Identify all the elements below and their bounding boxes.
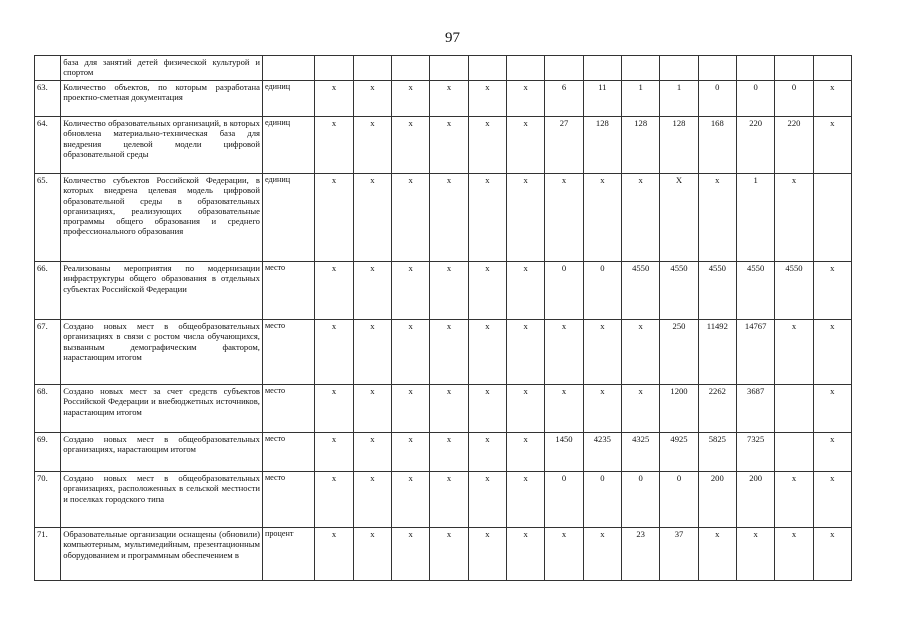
value-cell: х	[545, 528, 583, 581]
value-cell: 0	[736, 81, 774, 117]
value-cell: х	[392, 262, 430, 320]
value-cell: х	[392, 433, 430, 472]
value-cell: х	[583, 528, 621, 581]
value-cell: 23	[622, 528, 660, 581]
value-cell: х	[468, 174, 506, 262]
value-cell: х	[622, 320, 660, 385]
value-cell: 0	[622, 472, 660, 528]
indicator-description: Образовательные организации оснащены (обновили) компьютерным, мультимедийным, презентационным оборудованием и программным обеспечением в	[61, 528, 263, 581]
value-cell: 4325	[622, 433, 660, 472]
value-cell	[775, 385, 813, 433]
value-cell: х	[353, 433, 391, 472]
value-cell: 2262	[698, 385, 736, 433]
unit-of-measure: единиц	[262, 81, 314, 117]
value-cell: х	[775, 174, 813, 262]
value-cell: 0	[583, 262, 621, 320]
table-row	[35, 174, 852, 262]
value-cell: 27	[545, 117, 583, 174]
value-cell: 0	[660, 472, 698, 528]
value-cell: х	[430, 433, 468, 472]
value-cell: х	[468, 81, 506, 117]
value-cell: 0	[583, 472, 621, 528]
value-cell: х	[315, 433, 353, 472]
value-cell: х	[468, 117, 506, 174]
value-cell: 14767	[736, 320, 774, 385]
value-cell: х	[430, 320, 468, 385]
unit-of-measure: место	[262, 472, 314, 528]
row-number: 70.	[35, 472, 61, 528]
indicator-description: база для занятий детей физической культурой и спортом	[61, 56, 263, 81]
value-cell: 128	[622, 117, 660, 174]
value-cell: 1	[736, 174, 774, 262]
indicator-table	[34, 55, 852, 581]
value-cell: 11492	[698, 320, 736, 385]
value-cell: х	[545, 385, 583, 433]
value-cell: 0	[545, 262, 583, 320]
value-cell: 128	[660, 117, 698, 174]
unit-of-measure: место	[262, 262, 314, 320]
value-cell: 168	[698, 117, 736, 174]
table-row	[35, 433, 852, 472]
page-number: 97	[445, 30, 460, 46]
value-cell	[813, 174, 851, 262]
value-cell: х	[315, 117, 353, 174]
value-cell: х	[468, 472, 506, 528]
row-number: 64.	[35, 117, 61, 174]
value-cell: х	[507, 320, 545, 385]
value-cell: 250	[660, 320, 698, 385]
value-cell: х	[392, 385, 430, 433]
value-cell: х	[813, 385, 851, 433]
value-cell: х	[392, 81, 430, 117]
value-cell: х	[545, 320, 583, 385]
row-number: 66.	[35, 262, 61, 320]
value-cell	[545, 56, 583, 81]
value-cell: х	[468, 433, 506, 472]
value-cell: х	[430, 472, 468, 528]
value-cell: 4550	[622, 262, 660, 320]
value-cell	[813, 56, 851, 81]
value-cell: х	[622, 174, 660, 262]
value-cell	[698, 56, 736, 81]
value-cell	[736, 56, 774, 81]
value-cell	[583, 56, 621, 81]
value-cell: х	[545, 174, 583, 262]
value-cell: х	[775, 472, 813, 528]
value-cell: х	[813, 262, 851, 320]
value-cell: 0	[698, 81, 736, 117]
value-cell: х	[430, 174, 468, 262]
unit-of-measure: место	[262, 433, 314, 472]
value-cell: х	[353, 528, 391, 581]
value-cell	[775, 56, 813, 81]
indicator-description: Количество объектов, по которым разработана проектно-сметная документация	[61, 81, 263, 117]
table-body	[35, 56, 852, 581]
value-cell: х	[698, 174, 736, 262]
value-cell: х	[353, 320, 391, 385]
value-cell	[775, 433, 813, 472]
value-cell: х	[430, 528, 468, 581]
value-cell: х	[507, 385, 545, 433]
value-cell	[430, 56, 468, 81]
value-cell: х	[813, 81, 851, 117]
value-cell: х	[392, 528, 430, 581]
indicator-description: Количество субъектов Российской Федерации, в которых внедрена целевая модель цифровой образовательной среды в образовательных организациях, реализующих образовательные программы общего образования и среднего профессионального образования	[61, 174, 263, 262]
value-cell: х	[813, 320, 851, 385]
value-cell: х	[315, 262, 353, 320]
value-cell	[622, 56, 660, 81]
value-cell: х	[430, 117, 468, 174]
table-row	[35, 117, 852, 174]
row-number: 65.	[35, 174, 61, 262]
value-cell: 37	[660, 528, 698, 581]
value-cell: х	[583, 385, 621, 433]
value-cell: х	[353, 117, 391, 174]
row-number: 68.	[35, 385, 61, 433]
value-cell: 11	[583, 81, 621, 117]
value-cell: 1	[622, 81, 660, 117]
value-cell: 200	[736, 472, 774, 528]
value-cell: х	[813, 528, 851, 581]
table-row	[35, 56, 852, 81]
indicator-description: Реализованы мероприятия по модернизации инфраструктуры общего образования в отдельных субъектах Российской Федерации	[61, 262, 263, 320]
value-cell: х	[507, 433, 545, 472]
value-cell: х	[315, 385, 353, 433]
table-row	[35, 472, 852, 528]
value-cell: 0	[545, 472, 583, 528]
value-cell: х	[813, 117, 851, 174]
value-cell: х	[468, 385, 506, 433]
value-cell	[315, 56, 353, 81]
value-cell: х	[392, 472, 430, 528]
table-row	[35, 262, 852, 320]
unit-of-measure: процент	[262, 528, 314, 581]
value-cell: 4925	[660, 433, 698, 472]
value-cell	[468, 56, 506, 81]
value-cell: х	[315, 81, 353, 117]
value-cell: х	[622, 385, 660, 433]
value-cell: х	[736, 528, 774, 581]
value-cell: 1200	[660, 385, 698, 433]
value-cell: х	[507, 174, 545, 262]
value-cell	[392, 56, 430, 81]
value-cell: 1	[660, 81, 698, 117]
value-cell: 1450	[545, 433, 583, 472]
value-cell: 4550	[775, 262, 813, 320]
unit-of-measure: место	[262, 385, 314, 433]
value-cell: 4550	[698, 262, 736, 320]
value-cell: х	[392, 117, 430, 174]
value-cell: х	[315, 472, 353, 528]
value-cell: 220	[775, 117, 813, 174]
value-cell	[660, 56, 698, 81]
value-cell: х	[507, 117, 545, 174]
value-cell: 5825	[698, 433, 736, 472]
indicator-description: Создано новых мест в общеобразовательных организациях в связи с ростом числа обучающихся, вызванным демографическим фактором, нарастающим итогом	[61, 320, 263, 385]
row-number: 63.	[35, 81, 61, 117]
value-cell: х	[507, 262, 545, 320]
value-cell: 200	[698, 472, 736, 528]
value-cell: 4550	[736, 262, 774, 320]
value-cell: 4235	[583, 433, 621, 472]
value-cell: х	[775, 320, 813, 385]
value-cell: х	[315, 174, 353, 262]
value-cell: х	[775, 528, 813, 581]
value-cell: х	[507, 528, 545, 581]
value-cell: 7325	[736, 433, 774, 472]
value-cell	[507, 56, 545, 81]
value-cell: х	[392, 174, 430, 262]
value-cell: 6	[545, 81, 583, 117]
row-number	[35, 56, 61, 81]
indicator-description: Количество образовательных организаций, в которых обновлена материально-техническая база для внедрения целевой модели цифровой образовательной среды	[61, 117, 263, 174]
value-cell: х	[353, 174, 391, 262]
value-cell: х	[468, 320, 506, 385]
indicator-description: Создано новых мест в общеобразовательных организациях, нарастающим итогом	[61, 433, 263, 472]
indicator-description: Создано новых мест за счет средств субъектов Российской Федерации и внебюджетных источников, нарастающим итогом	[61, 385, 263, 433]
value-cell: х	[468, 528, 506, 581]
value-cell: 0	[775, 81, 813, 117]
value-cell: х	[468, 262, 506, 320]
row-number: 67.	[35, 320, 61, 385]
value-cell: х	[315, 320, 353, 385]
value-cell: х	[392, 320, 430, 385]
value-cell: х	[430, 385, 468, 433]
value-cell: х	[353, 472, 391, 528]
unit-of-measure: место	[262, 320, 314, 385]
value-cell: х	[583, 174, 621, 262]
value-cell	[353, 56, 391, 81]
value-cell: 128	[583, 117, 621, 174]
unit-of-measure	[262, 56, 314, 81]
value-cell: 220	[736, 117, 774, 174]
indicator-description: Создано новых мест в общеобразовательных организациях, расположенных в сельской местности и поселках городского типа	[61, 472, 263, 528]
unit-of-measure: единиц	[262, 174, 314, 262]
row-number: 69.	[35, 433, 61, 472]
table-row	[35, 385, 852, 433]
value-cell: х	[353, 81, 391, 117]
value-cell: х	[430, 81, 468, 117]
value-cell: х	[813, 472, 851, 528]
value-cell: х	[315, 528, 353, 581]
value-cell: Х	[660, 174, 698, 262]
value-cell: х	[353, 385, 391, 433]
value-cell: 4550	[660, 262, 698, 320]
table-row	[35, 528, 852, 581]
table-row	[35, 320, 852, 385]
value-cell: х	[430, 262, 468, 320]
value-cell: 3687	[736, 385, 774, 433]
row-number: 71.	[35, 528, 61, 581]
value-cell: х	[698, 528, 736, 581]
value-cell: х	[813, 433, 851, 472]
unit-of-measure: единиц	[262, 117, 314, 174]
value-cell: х	[583, 320, 621, 385]
table-row	[35, 81, 852, 117]
value-cell: х	[507, 472, 545, 528]
value-cell: х	[507, 81, 545, 117]
value-cell: х	[353, 262, 391, 320]
